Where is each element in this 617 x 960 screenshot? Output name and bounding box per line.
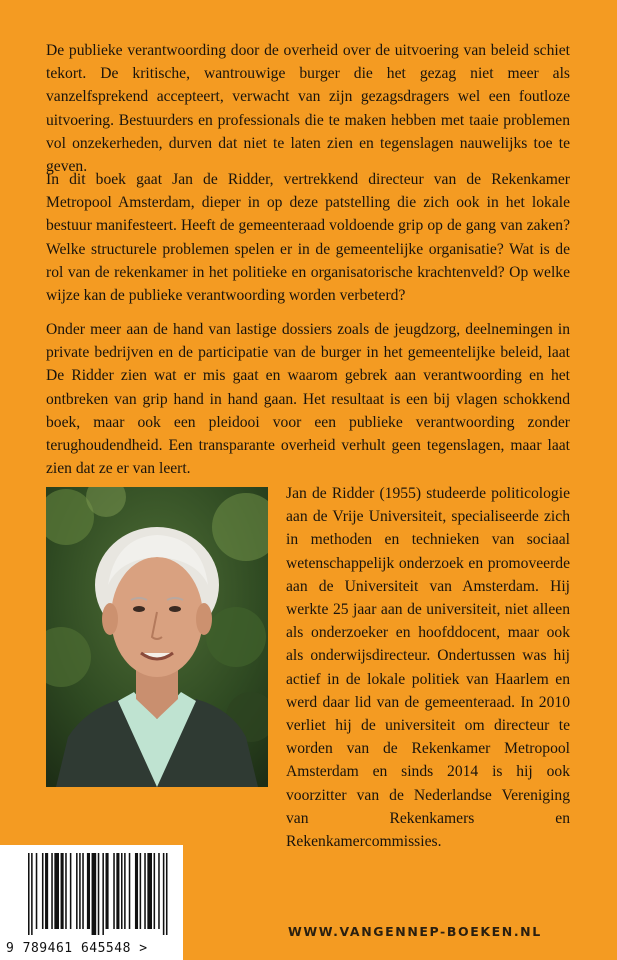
barcode-bar [116,853,119,929]
author-bio: Jan de Ridder (1955) studeerde politicologie aan de Vrije Universiteit, specialiseerde zich in methoden en technieken van sociaal wetenschappelijk onderzoek en promoveerde aan de Universiteit van Amsterdam. Hij werkte 25 jaar aan de universiteit, niet alleen als onderzoeker en hoofddocent, maar ook als onderwijsdirecteur. Ondertussen was hij actief in de lokale politiek van Haarlem en werd daar lid van de gemeenteraad. In 2010 verliet hij de universiteit om directeur te worden van de Rekenkamer Metropool Amsterdam en sinds 2014 is hij ook voorzitter van de Nederlandse Vereniging van Rekenkamers en Rekenkamercommissies. [286,485,570,851]
barcode-bar [158,853,160,929]
barcode-bar [144,853,146,929]
barcode-bar [124,853,126,929]
barcode-bar [98,853,100,935]
barcode-bar [121,853,123,929]
barcode-bar [31,853,33,935]
barcode-bar [92,853,97,935]
barcode-bar [61,853,64,929]
barcode-bar [140,853,142,929]
author-portrait [46,487,268,787]
barcode-bar [70,853,72,929]
blurb-paragraph-3: Onder meer aan de hand van lastige dossiers zoals de jeugdzorg, deelnemingen in private bedrijven en de participatie van de burger in het gemeentelijke beleid, laat De Ridder zien wat er mis gaat en waarom gebrek aan verantwoording en het ontbreken van grip hand in hand gaan. Het resultaat is een bij vlagen schokkend boek, maar ook een pleidooi voor een publieke verantwoording zonder terughoudendheid. Een transparante overheid verhult geen tegenslagen, maar laat zien dat ze er van leert. [46,321,570,478]
barcode-bar [106,853,109,929]
barcode-bar [28,853,30,935]
barcode-bar [51,853,53,929]
barcode-bar [42,853,44,929]
blurb-paragraph-1: De publieke verantwoording door de overheid over de uitvoering van beleid schiet tekort. De kritische, wantrouwige burger die het gezag niet meer als vanzelfsprekend accepteert, verwacht van zijn gezagsdragers wel een foutloze uitvoering. Bestuurders en professionals die te maken hebben met taaie problemen vol onzekerheden, durven dat niet te laten zien en tegenslagen nauwelijks toe te geven. [46,42,570,176]
publisher-website[interactable]: WWW.VANGENNEP-BOEKEN.NL [288,924,542,939]
barcode-bar [147,853,152,929]
barcode-bar [76,853,78,929]
barcode [0,845,183,960]
barcode-bar [45,853,48,929]
barcode-bar [129,853,131,929]
barcode-bar [163,853,165,935]
barcode-bar [36,853,38,929]
barcode-bar [82,853,84,929]
barcode-bar [54,853,59,929]
barcode-bar [113,853,115,929]
barcode-bar [79,853,81,929]
barcode-bar [87,853,90,929]
barcode-bar [65,853,67,929]
barcode-bar [102,853,104,935]
barcode-bar [166,853,168,935]
isbn-number: 9 789461 645548 > [6,941,148,956]
barcode-bar [154,853,156,929]
blurb-paragraph-2: In dit boek gaat Jan de Ridder, vertrekkend directeur van de Rekenkamer Metropool Amsterdam, dieper in op deze patstelling die zich ook in het lokale bestuur manifesteert. Heeft de gemeenteraad voldoende grip op de gang van zaken? Welke structurele problemen spelen er in de gemeentelijke organisatie? Wat is de rol van de rekenkamer in het politieke en organisatorische krachtenveld? Op welke wijze kan de publieke verantwoording worden verbeterd? [46,171,570,305]
barcode-bar [135,853,138,929]
